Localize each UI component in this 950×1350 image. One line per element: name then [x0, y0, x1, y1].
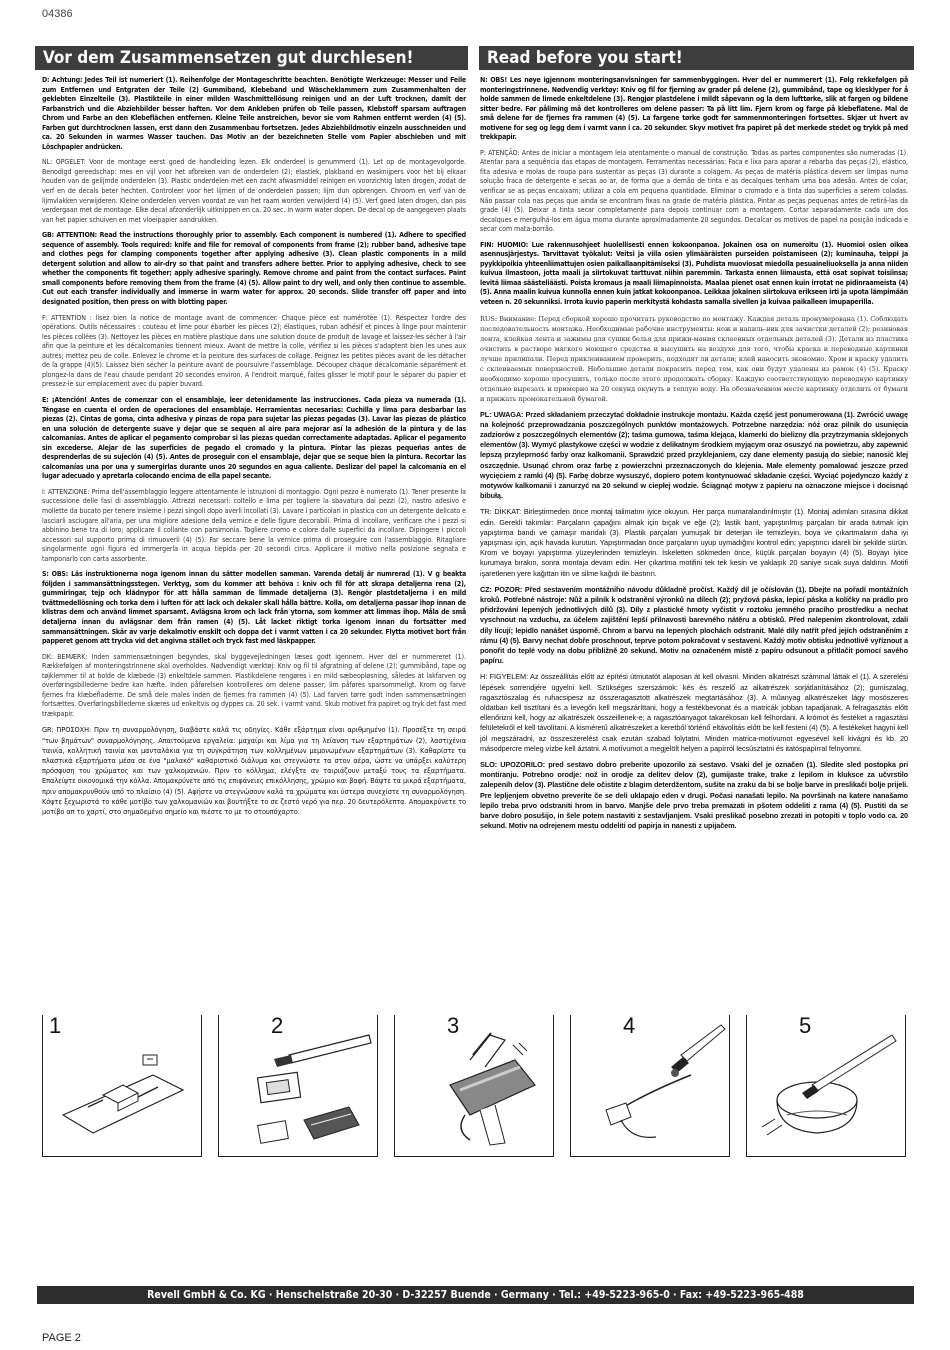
instruction-gr: GR: ΠΡΟΣΟΧΗ: Πριν τη συναρμολόγηση, διαβάστε καλά τις οδηγίες. Κάθε εξάρτημα είναι αριθμημένο (1). Προσέξτε τη σειρά "των βημάτων" συναρμολόγησης. Απαιτούμενα εργαλεία: μαχαίρι και λίμα για τη λείανση των εξαρτημάτων (2), λαστιχένια ταινία, κολλητική ταινία και μανταλάκια για τη συγκράτηση των κολλημένων μεμονωμένων εξαρτημάτων (3). Καθαρίστε τα πλαστικά εξαρτήματα μέσα σε ένα "μαλακό" καθαριστικό διάλυμα και στεγνώστε τα στον αέρα, ώστε να υπάρξει καλύτερη πρόσφυση του χρώματος και των χαλκομανιών. Πριν το κόλλημα, ελέγξτε αν ταιριάζουν μεταξύ τους τα εξαρτήματα. Επαλείψτε οικονομικά την κόλλα. Απομακρύνετε από τις επιφάνειες επικόλλησης, χρώμιο και βαφή. Βάψτε τα μικρά εξαρτήματα, πριν απομακρυνθούν από το πλαίσιο (4) (5). Αφήστε να στεγνώσουν καλά τα χρώματα και ύστερα συνεχίστε τη συναρμολόγηση. Κόψτε ξεχωριστά το κάθε μοτίβο των χαλκομανιών και βουτήξτε το σε ζεστό νερό για περ. 20 δευτερόλεπτα. Απομακρύνετε το μοτίβο απ το χαρτί, στο σημαδεμένο σημείο και πιέστε το με το στουπόχαρτο.	[42, 726, 466, 817]
instructions-left-column	[42, 76, 466, 823]
instruction-s: S: OBS: Läs instruktionerna noga igenom innan du sätter modellen samman. Varenda detalj är numrerad (1). V g beakta följden i sammansättningsstegen. Verktyg, som du kommer att behöva : kniv och fil för att skrapa detaljerna rena (2), gummiringar, tejp och klädnypor för att hålla samman de limmade detaljerna (3). Rengör plastdetaljerna i en mild tvättmedellösning och torka dem i luften för att lack och dekaler skall hålla bättre. Kolla, om detaljerna passar ihop innan de klistras dem och använd limmet sparsamt. Avlägsna krom och lack från ytorna, som kommer att limmas ihop. Måla de små detaljerna innan du avlägsnar dem från ramen (4) (5). Låt lacket riktigt torka igenom innan du fortsätter med sammansättningen. Skär av varje dekalmotiv enskilt och doppa det i varmt vatten i ca 20 sekunder. Flytta motivet bort från papperet genom att trycka vid det angivna stället och tryck fast med läskpapper.	[42, 570, 466, 646]
brush-illustration	[747, 1015, 907, 1157]
instruction-slo: SLO: UPOZORILO: pred sestavo dobro preberite upozorilo za sestavo. Vsaki del je označen (1). Sledite sled postopka pri montiranju. Potrebno orodje: nož in orodje za delitev delov (2), gumijaste trake, trake z lepilom in kluksce za učvrstilo zalepenih delov (3). Plastične dele očistite z blagim deterdžentom, sušite na zraku da bi se bolje barve in preslikači bolje prijeli. Pre lepljenjem obvetno preverite če se deli uklapajo eden v drugi. Počasi nanašati lepilo. Na površinah na katere nanašamo lepilo treba prvo odstraniti hrom in barvo. Manjše dele prvo treba premazati in pšotem oddeliti z rama (4) (5). Pustiti da se barve dobro posušijo, in šele potem nastaviti z sestavljanjem. Vsaki preslikač posebno zrezati in potopiti v toplo vodo ca. 20 sekund. Motiv na odrejenem mestu oddeliti od papirja in nanesti z upijačem.	[480, 760, 908, 831]
instruction-p: P: ATENÇÃO: Antes de iniciar a montagem leia atentamente o manual de construção. Todas as partes componentes são numeradas (1). Atentar para a sequência das etapas de montagem. Ferramentas necessárias: Faca e lixa para aparar a rebarba das peças (2), elástico, fita adesiva e molas de roupa para sustentar as peças (3) durante a colagem. As peças de matéria plástica devem ser limpas numa solução fraca de detergente e secas ao ar, de forma que a demão de tinta e as decalques tenham uma boa adesão. Antes de colar, verificar se as peças encaixam; utilizar a cola em pequena quantidade. Eliminar o cromado e a tinta das superfícies a serem coladas. Não passar cola nas peças que ainda se encontram fixas na grade de matéria plástica. Pintar as peças pequenas antes de retirá-las da grade (4) (5). Deixar a tinta secar completamente para depois continuar com a montagem. Cortar separadamente cada um dos decalques e mergulhá-los em água morna durante aproximadamente 20 segundos. Decalcar os motivos de papel na posição indicada e secar com mata-borrão.	[480, 148, 908, 234]
step-2-number: 2	[271, 1013, 284, 1038]
step-4-number: 4	[623, 1013, 636, 1038]
step-2-panel	[218, 1015, 378, 1157]
step-1-panel	[42, 1015, 202, 1157]
instruction-nl: NL: OPGELET: Voor de montage eerst goed de handleiding lezen. Elk onderdeel is genummerd (1). Let op de montagevolgorde. Benodigd gereedschap: mes en vijl voor het afbreken van de onderdelen (2); elastiek, plakband en wasknijpers voor het bij elkaar houden van de gelijmde onderdelen (3). Plastic onderdelen met een zacht afwasmiddel reinigen en voorzichtig laten drogen, zodat de verf en de decals beter hechten. Controleer voor het lijmen of de onderdelen passen; lijm dun opbrengen. Chroom en verf van de lijmvlakken verwijderen. Kleine onderdelen verven voordat ze van het raam worden verwijderd (4) (5). Verf goed laten drogen, dan pas verdergaan met de montage. Elke decal afzonderlijk uitknippen en ca. 20 sec. in warm water dopen. De decal op de aangegeven plaats van het papier schuiven en met vloeipapier aandrukken.	[42, 158, 466, 224]
company-footer: Revell GmbH & Co. KG · Henschelstraße 20-30 · D-32257 Buende · Germany · Tel.: +49-5223-965-0 · Fax: +49-5223-965-488	[37, 1286, 914, 1304]
instruction-f: F: ATTENTION : lisez bien la notice de montage avant de commencer. Chaque pièce est numérotée (1). Respectez l'ordre des opérations. Outils nécessaires : couteau et lime pour ébarber les pièces (2); élastiques, ruban adhésif et pinces à linge pour maintenir les pièces collées (3). Nettoyez les pièces en matière plastique dans une solution douce de produit de lavage et laissez-les sécher à l'air afin que la peinture et les décalcomanies tiennent mieux. Avant de mettre la colle, vérifiez si les pièces s'adaptent bien les unes aux autres; mettez peu de colle. Enlevez le chrome et la peinture des surfaces de collage. Peignez les petites pièces avant de les détacher de la grappe (4)(5). Laissez bien sécher la peinture avant de poursuivre l'assemblage. Découpez chaque décalcomanie séparément et plongez-la dans de l'eau chaude pendant 20 secondes environ. A l'endroit marqué, faites glisser le motif pour le séparer du papier et pressez-le sur emplacement avec du papier buvard.	[42, 313, 466, 389]
knife-and-file-illustration	[219, 1015, 379, 1157]
step-4-panel	[570, 1015, 730, 1157]
painting-illustration	[571, 1015, 731, 1157]
step-3-number: 3	[447, 1013, 460, 1038]
instruction-n: N: OBS! Les nøye igjennom monteringsanvisningen før sammenbyggingen. Hver del er nummerert (1). Følg rekkefølgen på monteringstrinnene. Nødvendig verktøy: Kniv og fil for fjerning av grader på delene (2), gummibånd, tape og klesklyper for å holde sammen de limede enkeltdelene (3). Rengjør plastdelene i mildt såpevann og la dem lufttørke, slik at fargen og bildene sitter bedre. Før påliming må det kontrolleres om delene passer: Ta på litt lim. Fjern krom og farge på klebeflatene. Mal de små delene før de fjernes fra rammen (4) (5). La fargene tørke godt før sammenmonteringen fortsettes. Skjær ut hvert av motivene for seg og legg dem i varmt vann i ca. 20 sekunder. Skyv motivet fra papiret på det merkede stedet og trykk på med trekkpapir.	[480, 76, 908, 142]
instruction-i: I: ATTENZIONE: Prima dell'assemblaggio leggere attentamente le istruzioni di montaggio. Ogni pezzo è numerato (1). Tener presente la successione delle fasi di assemblaggio. Attrezzi necessari: coltello e lima per togliere la sbavatura dai pezzi (2), nastro adesivo e mollette da bucato per tenere insieme i pezzi singoli dopo averli incollati (3). Lavare i particolari in plastica con un detergente delicato e lasciarli asciugare all'aria, per una migliore adesione della vernice e delle figure decorabili. Prima di incollare, verificare che i pezzi si abbinino bene tra di loro; applicare il collante con parsimonia. Togliere cromo e colore dalle superfici da incollare. Dipingere i piccoli accessori sul supporto prima di rimuoverli (4) (5). Far seccare bene la vernice prima di proseguire con l'assemblaggio. Ritagliare singolarmente ogni figura ed immergerla in acqua tiepida per 20 secondi circa. Applicare il motivo nella posizione segnata e tamponarlo con carta assorbente.	[42, 487, 466, 563]
instruction-de: D: Achtung: Jedes Teil ist numeriert (1). Reihenfolge der Montageschritte beachten. Benötigte Werkzeuge: Messer und Feile zum Entfernen und Entgraten der Teile (2) Gummiband, Klebeband und Wäscheklammern zum Zusammenhalten der geklebten Einzelteile (3). Plastikteile in einer milden Waschmittellösung reinigen und an der Luft trocknen, damit der Farbanstrich und die Abziehbilder besser haften. Vor dem Ankleben prüfen ob Teile passen, Klebstoff sparsam auftragen Chrom und Farbe an den Klebeflächen entfernen. Kleine Teile anstreichen, bevor sie vom Rahmen entfernt werden (4) (5). Farben gut durchtrocknen lassen, erst dann den Zusammenbau fortsetzen. Jedes Abziehbildmotiv einzeln ausschneiden und ca. 20 Sekunden in warmes Wasser tauchen. Das Motiv an der bezeichneten Stelle vom Papier abschieben und mit Löschpapier andrücken.	[42, 76, 466, 151]
clamping-parts-illustration	[395, 1015, 555, 1157]
step-1-number: 1	[49, 1013, 62, 1038]
step-5-panel	[746, 1015, 906, 1157]
instruction-pl: PL: UWAGA: Przed składaniem przeczytać dokładnie instrukcje montażu. Każda część jest ponumerowana (1). Zwrócić uwagę na kolejność przeprowadzania poszczególnych punktów montażowych. Potrzebne narzędzia: nóż oraz pilnik do usunięcia zadziorów z poszczególnych elementów (2); taśma gumowa, taśma klejąca, klamerki do bielizny dla przytrzymania sklejonych elementów (3). Wymyć plastykowe części w wodzie z delikatnym środkiem myjącym oraz osuszyć na powietrzu, aby zapewnić lepszą przyleprność farby oraz kalkomanii. Sprawdzić przed przyklejaniem, czy dane elementy pasują do siebie; nanosić klej oszczędnie. Usunąć chrom oraz farbę z powierzchni przeznaczonych do klejenia. Małe elementy pomalować jeszcze przed wycięciem z ramki (4) (5). Farbę dobrze wysuszyć, dopiero potem kontynuować składanie części. Wyciąć pojedynczo każdy z motywów kalkomanii i zanurzyć na 20 sekund w ciepłej wodzie. Ściągnąć motyw z papieru na oznaczone miejsce i docisnąć bibułą.	[480, 409, 908, 501]
instruction-gb: GB: ATTENTION: Read the instructions thoroughly prior to assembly. Each component is numbered (1). Adhere to specified sequence of assembly. Tools required: knife and file for removal of components from frame (2); rubber band, adhesive tape and clothes pegs for clamping components together after applying adhesive (3). Clean plastic components in a mild detergent solution and allow to air-dry so that paint and transfers adhere better. Prior to applying adhesive, check to see whether the components fit together; apply adhesive sparingly. Remove chrome and paint from the contact surfaces. Paint small components before removing them from the frame (4) (5). Allow paint to dry well, and only then continue to assemble. Cut out each transfer individually and immerse in warm water for approx. 20 seconds. Slide transfer off paper and into designated position, then press on with blotting paper.	[42, 231, 466, 307]
instruction-h: H: FIGYELEM: Az összeállítás előtt az építési útmutatót alaposan át kell olvasni. Minden alkatrészt számmal láttak el (1). A szerelési lépések sorrendjére ügyelni kell. Szükséges szerszámok: kés és reszelő az alkatrészek sorjátlanításához (2); gumiszalag, ragasztószalag és ruhacsipesz az összeragasztott alkatrészek megtartásához (3). A műanyag alkatrészeket lágy mosószeres oldatban kell tisztítani és a levegőn kell megszáríttani, hogy a festékbevonat és a matricák jobban tapadjanak. A felragasztás előtt ellenőrizni kell, hogy az alkatrészek összeillenek-e; a ragasztóanyagot takarékosan kell felhordani. A krómot és festéket a ragasztási felületekről el kell távolítani. A kisméretű alkatrészeket a keretből történő eltávolítás előtt be kell festeni (4) (5). A festékeket hagyni kell jól megszáradni, az összeszerelést csak ezután szabad folytatni. Minden matrica-motívumot egyesével kell kivágni és kb. 20 másodpercre meleg vízbe kell áztatni. A motívumot a megjelölt helyen a papírról lecsúsztatni és itatóspapírral felnyomni.	[480, 672, 908, 753]
banner-german: Vor dem Zusammensetzen gut durchlesen!	[35, 46, 468, 70]
instruction-e: E: ¡Atención! Antes de comenzar con el ensamblaje, leer detenidamente las instrucciones. Cada pieza va numerada (1). Téngase en cuenta el orden de operaciones del ensamblaje. Herramientas necesarias: Cuchilla y lima para desbarbar las piezas (2). Cintas de goma, cinta adhesiva y pinzas de ropa para sujetar las piezas pegadas (3). Lavar las piezas de plástico en una solución de detergente suave y dejar que se sequen al aire para mejorar así la adhesión de la pintura y de las calcomanías. Antes de aplicar el pegamento comprobar si las piezas quedan correctamente adaptadas. Aplicar el pegamento sin excederse. Alejar de las superficies de pegado el cromado y la pintura. Pintar las piezas pequeñas antes de desprenderlas de su sujeción (4) (5). Antes de proseguir con el ensamblaje, dejar que se seque bien la pintura. Recortar las calcomanías una por una y sumergirlas durante unos 20 segundos en agua caliente. Deslizar del papel la calcomanía en el lugar adecuado y apretarla colocando encima de ella papel secante.	[42, 395, 466, 481]
instruction-rus: RUS: Внимание: Перед сборкой хорошо прочитать руководство по монтажу. Каждая деталь пронумерована (1). Соблюдать последовательность монтажа. Необходимые рабочие инструменты: нож и напиль-ник для зачистки деталей (2); резиновая лента, клейкая лента и зажимы для сушки белья для прижи-мания склеенных отдельных деталей (3). Детали из пластика очистить в растворе мягкого моющего средства и высушить на воздухе для того, чтобы краска и переводные картинки лучше прилипали. Перед приклеиванием проверить, подходят ли детали; клей наносить экономно. Хром и краску удалить с склеиваемых поверхностей. Небольшие детали покрасить перед тем, как они будут удалены из рамок (4) (5). Краску необходимо хорошо просушить, только после этого продолжать сборку. Каждую соответствующую переводную картинку отдельно вырезать и примерно на 20 секунд окунуть в теплую воду. На обозначенном месте картинку отделить от бумаги и прижать промокательной бумагой.	[480, 314, 908, 403]
instruction-tr: TR: DİKKAT: Birleştirmeden önce montaj talimatını iyice okuyun. Her parça numaralandırılmıştır (1). Montaj adımları sırasına dikkat edin. Gerekli takımlar: Parçaların çapağını almak için bıçak ve eğe (2); lastik bant, yapıştırılmış parçaları bir arada tutmak için yapıştırma bandı ve çamaşır mandalı (3). Plastik parçaları yumuşak bir deterjan ile temizleyin, boya ve çıkartmaların daha iyi yapışması için, açık havada kurutun. Yapıştırmadan önce parçaların uyup uymadığını kontrol edin; yapıştırıcı idareli bir şekilde sürün. Krom ve boyayı yapıştırma yüzeylerinden temizleyin. İskeletten sökmeden önce, küçük parçaları boyayın (4) (5). Boyayı iyice kurumaya bırakın, sonra montaja devam edin. Her çıkartma motifini tek tek kesin ve yaklaşık 20 saniye sıcak suya daldırın. Motifi işaretlenen yere kağıttan itin ve silme kağıdı ile bastırın.	[480, 507, 908, 578]
instruction-cz: CZ: POZOR: Před sestavením montážního návodu důkladně pročíst. Každý díl je očíslován (1). Dbejte na pořadí montážních kroků. Potřebné nástroje: Nůž a pilník k odstranění výronků na dílech (2); pryžová páska, lepicí páska a kolíčky na prádlo pro přidržování lepených jednotlivých dílů (3). Díly z plastické hmoty vyčistit v roztoku jemného pracího prostředku a nechat vyschnout na vzduchu, za účelem zajištění lepší přilnavosti barevného nátěru a obtisků. Před nalepením zkontrolovat, zdali díly lícují; lepidlo nanášet úsporně. Chrom a barvu na lepených plochách odstranit. Malé díly natřít před jejich odstraněním z rámu (4) (5). Barvy nechat dobře proschnout, teprve potom pokračovat v sestavení. Každý motiv obtisku jednotlivě vyříznout a ponořit do teplé vody na dobu přibližně 20 sekund. Motiv na označeném místě z papíru odsunout a přitlačit pomocí savého papíru.	[480, 584, 908, 666]
document-number: 04386	[42, 8, 73, 20]
step-illustrations	[42, 1015, 910, 1159]
sprue-part-illustration	[43, 1015, 203, 1157]
instruction-fin: FIN: HUOMIO: Lue rakennusohjeet huolellisesti ennen kokoonpanoa. Jokainen osa on numeroitu (1). Huomioi osien oikea asennusjärjestys. Tarvittavat työkalut: Veitsi ja viila osien ylimääräisten purseiden poistamiseen (2); kuminauha, teippi ja pyykkipoikia yhteenliimattujen osien paikallaanpitämiseksi (3). Puhdista muoviosat miedolla pesuaineliuoksella ja anna niiden kuivua ilmastoon, jotta maali ja siirtokuvat tarttuvat niihin paremmin. Tarkasta ennen liimausta, että osat sopivat toisiinsa; levitä liimaa säästeliäästi. Poista kromaus ja maali liimapinnoista. Maalaa pienet osat ennen kuin irrotat ne pidinraameista (4) (5). Anna maalin kuivua kunnolla ennen kuin jatkat kokoonpanoa. Leikkaa jokainen siirtokuva erikseen irti ja upota lämpimään veteen n. 20 sekunniksi. Irrota kuvio paperin merkitystä kohdasta samalla sivellen ja kuivaa paikalleen imupaperilla.	[480, 240, 908, 307]
step-5-number: 5	[799, 1013, 812, 1038]
banner-english: Read before you start!	[479, 46, 914, 70]
instruction-dk: DK: BEMÆRK: Inden sammensætningen begyndes, skal byggevejledningen læses godt igennem. Hver del er nummereret (1). Rækkefølgen af monteringstrinnene skal overholdes. Nødvendigt værktøj: Kniv og fil til afgratning af delene (2); gummibånd, tape og tøjklemmer til at holde de klæbede (3) enkeltdele sammen. Plastikdelene rengøres i en mild sæbeopløsning, således at lakfarven og overføringsbillederne bedre kan hæfte. Inden påførelsen kontrolleres om delene passer; lim påføres sparsommeligt. Krom og farve fjernes fra klæbefladerne. De små dele males inden de fjernes fra rammen (4) (5). Lad farven tørre godt inden sammensætningen fortsættes. Overføringsbillederne skæres ud enkeltvis og dyppes ca. 20 sek. i varmt vand. Skub motivet fra papiret og tryk det fast med trækpapir.	[42, 652, 466, 718]
instructions-right-column	[480, 76, 908, 838]
step-3-panel	[394, 1015, 554, 1157]
page-number: PAGE 2	[42, 1332, 81, 1344]
